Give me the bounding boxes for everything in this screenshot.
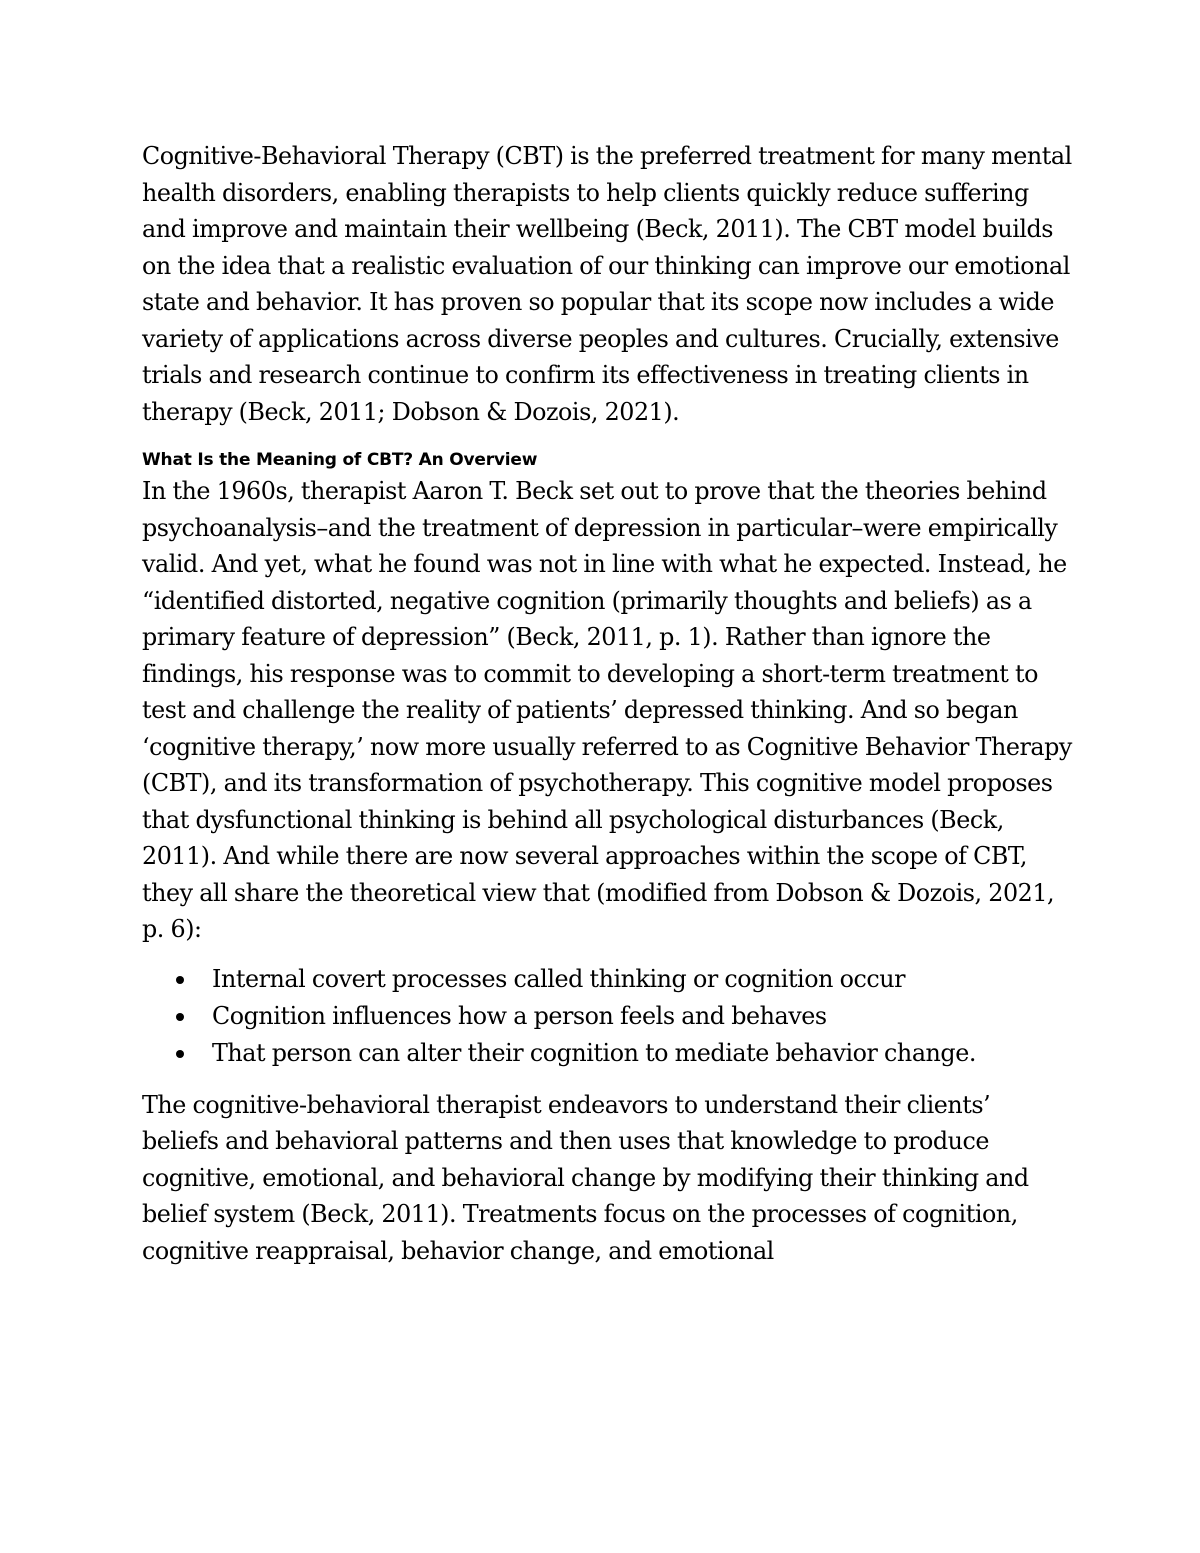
list-item: [142, 961, 1072, 998]
closing-paragraph: The cognitive-behavioral therapist endeavors to understand their clients’ beliefs and behavioral patterns and then uses that knowledge to produce cognitive, emotional, and behavioral change by modifying their thinking and belief system (Beck, 2011). Treatments focus on the processes of cognition, cognitive reappraisal, behavior change, and emotional: [142, 1090, 1029, 1265]
list-item-text: Internal covert processes called thinking or cognition occur: [212, 964, 906, 993]
list-item-text: That person can alter their cognition to mediate behavior change.: [212, 1038, 976, 1067]
list-item: [142, 998, 1072, 1035]
bullet-icon: [176, 1013, 184, 1021]
overview-paragraph: In the 1960s, therapist Aaron T. Beck set out to prove that the theories behind psychoanalysis–and the treatment of depression in particular–were empirically valid. And yet, what he found was not in line with what he expected. Instead, he “identified distorted, negative cognition (primarily thoughts and beliefs) as a primary feature of depression” (Beck, 2011, p. 1). Rather than ignore the findings, his response was to commit to developing a short-term treatment to test and challenge the reality of patients’ depressed thinking. And so began ‘cognitive therapy,’ now more usually referred to as Cognitive Behavior Therapy (CBT), and its transformation of psychotherapy. This cognitive model proposes that dysfunctional thinking is behind all psychological disturbances (Beck, 2011). And while there are now several approaches within the scope of CBT, they all share the theoretical view that (modified from Dobson & Dozois, 2021, p. 6):: [142, 477, 1072, 943]
bullet-icon: [176, 976, 184, 984]
list-item: [142, 1035, 1072, 1072]
bullet-list: [142, 961, 1072, 1072]
list-item-text: Cognition influences how a person feels and behaves: [212, 1001, 827, 1030]
section-heading: What Is the Meaning of CBT? An Overview: [142, 450, 538, 470]
document-body: [142, 138, 1072, 1269]
bullet-icon: [176, 1050, 184, 1058]
intro-paragraph: Cognitive-Behavioral Therapy (CBT) is the preferred treatment for many mental health disorders, enabling therapists to help clients quickly reduce suffering and improve and maintain their wellbeing (Beck, 2011). The CBT model builds on the idea that a realistic evaluation of our thinking can improve our emotional state and behavior. It has proven so popular that its scope now includes a wide variety of applications across diverse peoples and cultures. Crucially, extensive trials and research continue to confirm its effectiveness in treating clients in therapy (Beck, 2011; Dobson & Dozois, 2021).: [142, 142, 1072, 426]
